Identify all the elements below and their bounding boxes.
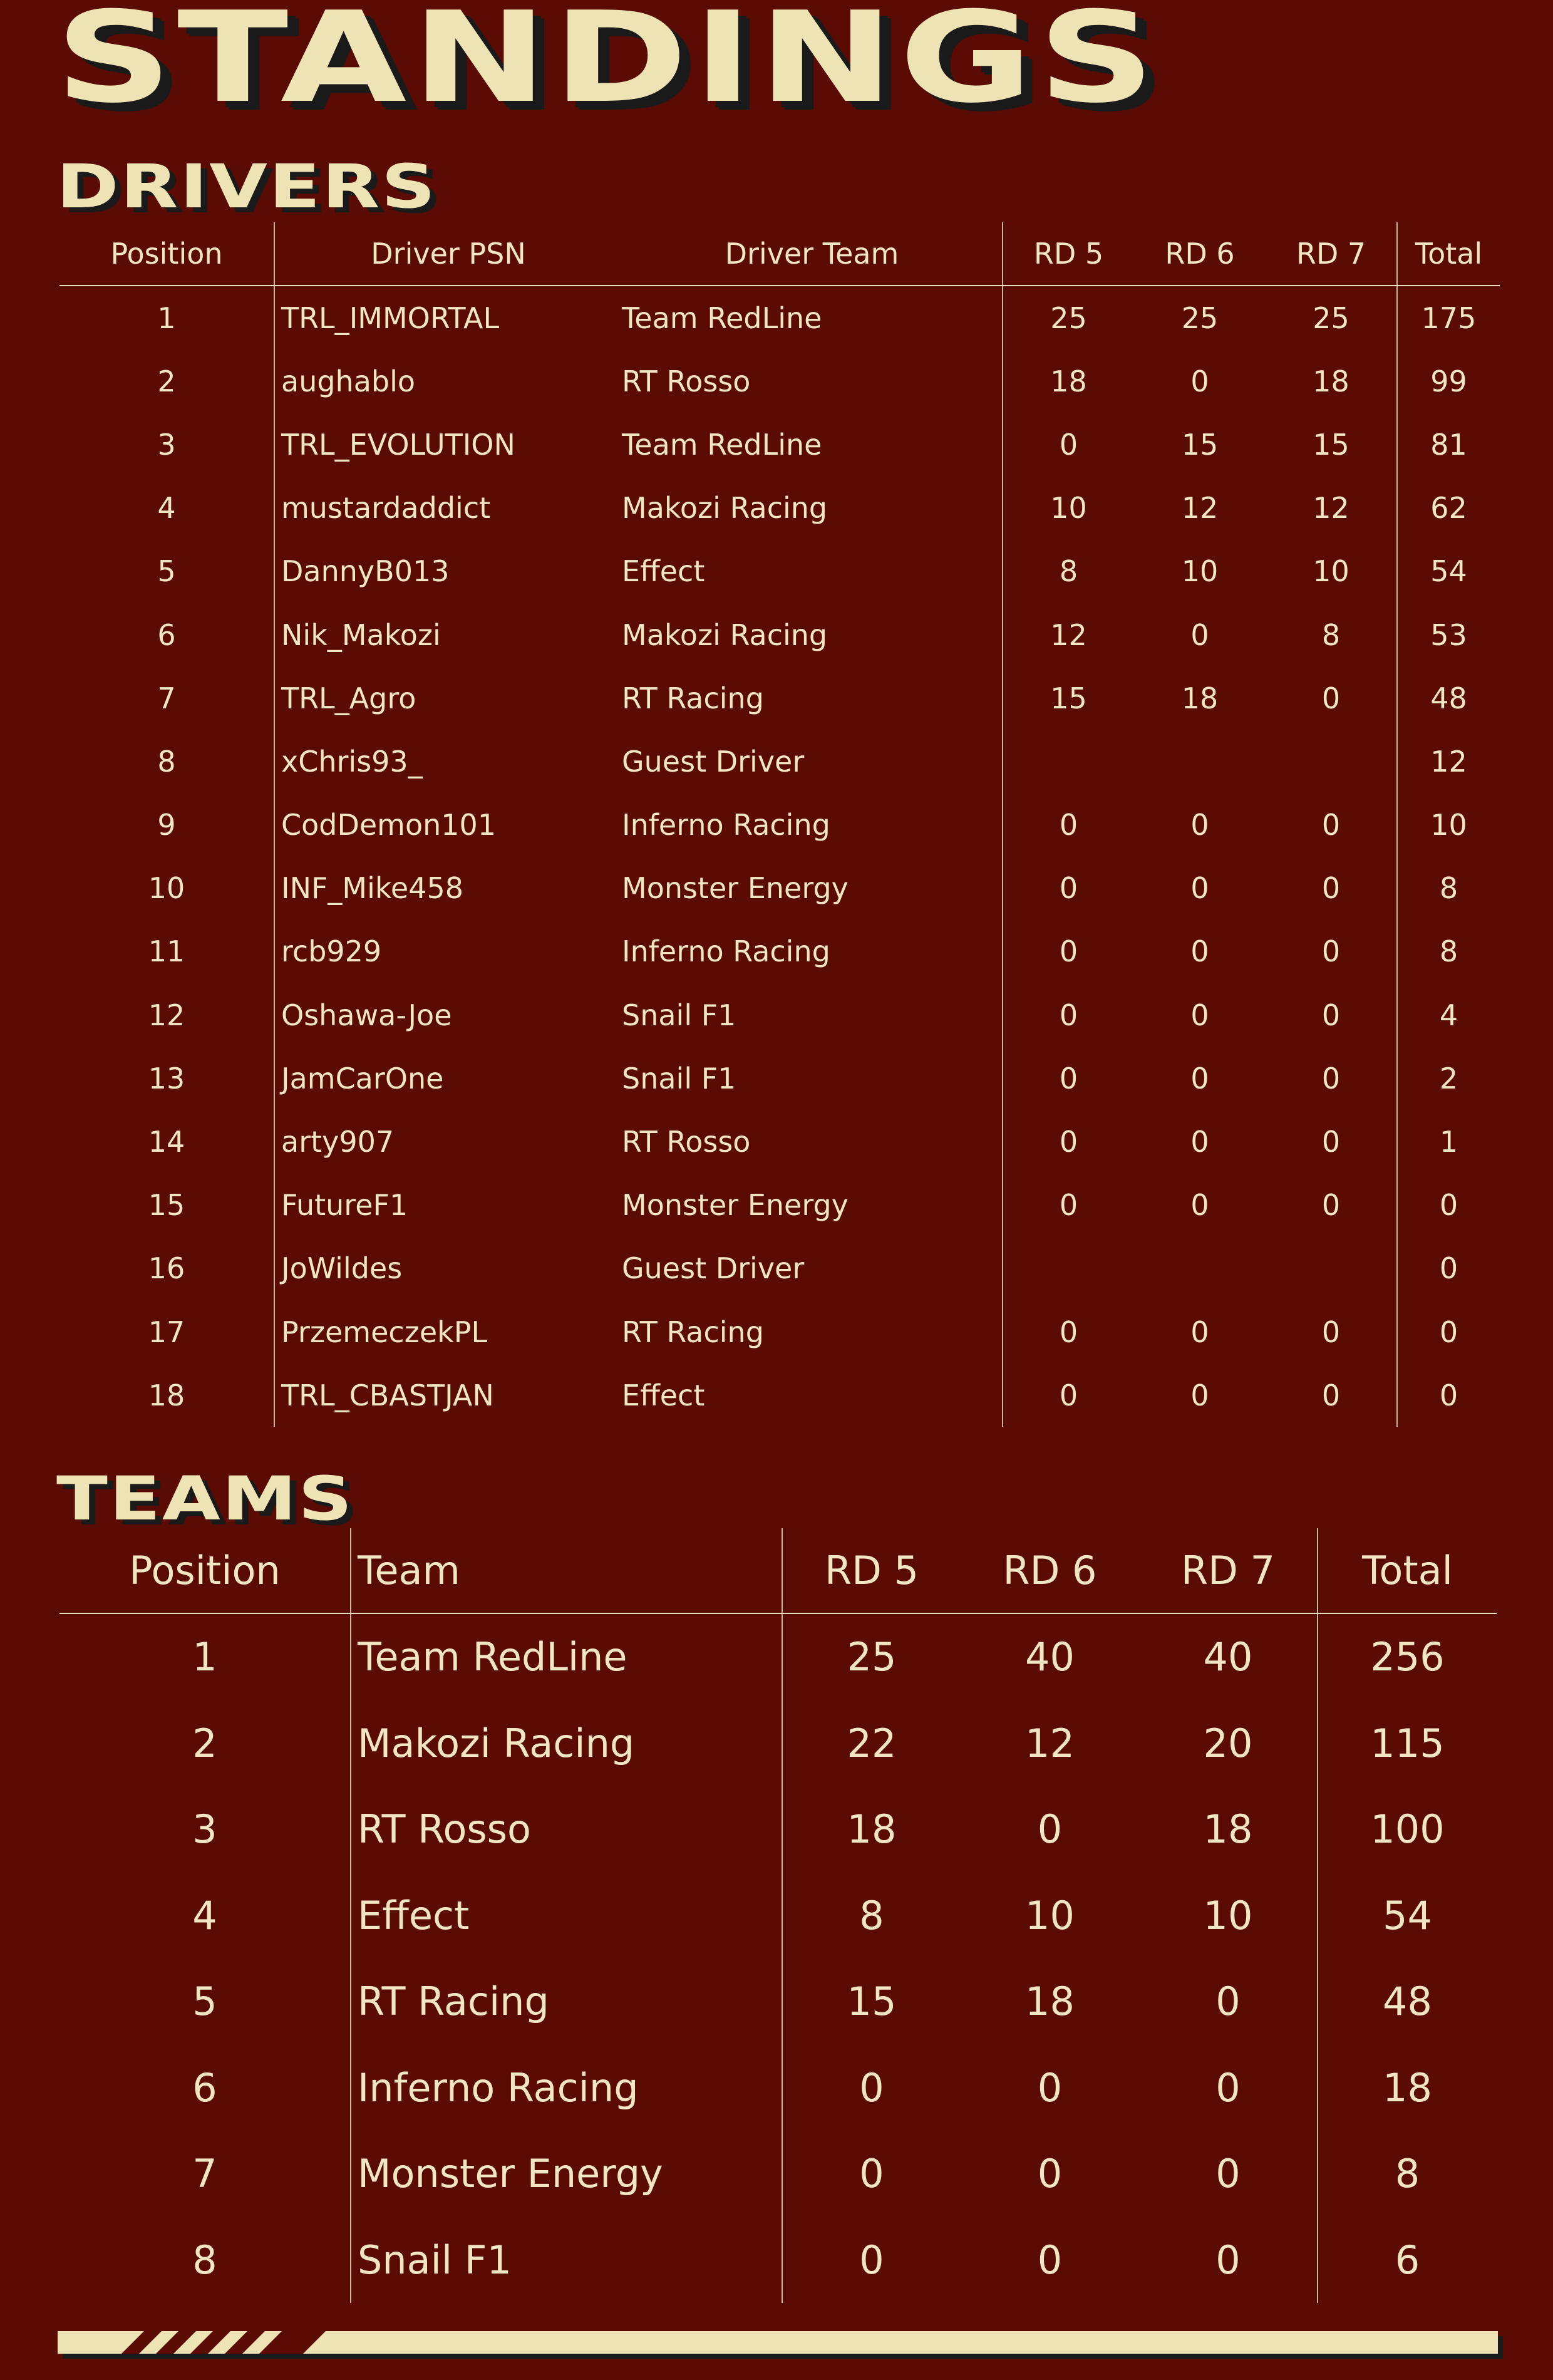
rd5-cell: 8	[1059, 554, 1078, 589]
total-cell: 8	[1439, 871, 1458, 906]
rd6-cell: 0	[1190, 364, 1209, 398]
driver-team-cell: Inferno Racing	[622, 794, 1003, 857]
driver-row	[59, 349, 1500, 413]
driver-team-cell: RT Rosso	[622, 1110, 1003, 1173]
teams-header-row	[59, 1528, 1497, 1613]
rd5-cell: 0	[859, 2151, 884, 2197]
position-cell: 5	[59, 540, 274, 603]
team-row	[59, 1958, 1497, 2045]
total-cell: 48	[1430, 681, 1467, 715]
position-cell: 10	[59, 857, 274, 920]
rd7-cell: 0	[1139, 2045, 1318, 2131]
rd5-cell: 0	[1059, 1188, 1078, 1223]
position-cell: 2	[59, 1700, 351, 1787]
driver-row	[59, 1174, 1500, 1237]
position-cell: 9	[59, 794, 274, 857]
driver-team-cell: RT Racing	[622, 666, 1003, 730]
driver-row	[59, 477, 1500, 540]
driver-team-cell: Snail F1	[622, 1047, 1003, 1110]
total-cell: 256	[1370, 1634, 1445, 1680]
rd6-cell: 40	[1025, 1634, 1075, 1680]
rd7-cell: 8	[1266, 603, 1397, 666]
rd5-cell: 0	[1059, 934, 1078, 969]
rd7-cell: 25	[1266, 286, 1397, 349]
teams-section-title: TEAMS	[56, 1464, 354, 1534]
rd7-cell: 0	[1139, 1958, 1318, 2045]
team-row	[59, 1786, 1497, 1873]
rd7-cell: 10	[1139, 1873, 1318, 1959]
position-cell: 2	[59, 349, 274, 413]
header-rd7: RD 7	[1139, 1528, 1318, 1613]
position-cell: 6	[59, 603, 274, 666]
rd6-cell: 0	[1190, 1125, 1209, 1159]
driver-team-cell: Makozi Racing	[622, 603, 1003, 666]
rd6-cell: 0	[1190, 1378, 1209, 1412]
rd5-cell: 0	[1059, 1315, 1078, 1349]
driver-team-cell: Guest Driver	[622, 730, 1003, 793]
driver-row	[59, 794, 1500, 857]
driver-psn-cell: TRL_EVOLUTION	[281, 427, 515, 462]
total-cell: 100	[1370, 1806, 1445, 1853]
position-cell: 13	[59, 1047, 274, 1110]
total-cell: 81	[1430, 427, 1467, 462]
position-cell: 8	[59, 2217, 351, 2304]
rd7-cell	[1266, 730, 1397, 793]
rd6-cell	[1134, 1237, 1266, 1300]
driver-team-cell: Snail F1	[622, 983, 1003, 1047]
driver-row	[59, 603, 1500, 666]
rd5-cell: 12	[1050, 618, 1087, 652]
header-rd6: RD 6	[1134, 222, 1266, 286]
rd7-cell: 0	[1139, 2131, 1318, 2217]
driver-team-cell: Inferno Racing	[622, 920, 1003, 983]
driver-psn-cell: TRL_IMMORTAL	[281, 301, 500, 335]
driver-row	[59, 1363, 1500, 1427]
rd6-cell: 25	[1181, 301, 1219, 335]
position-cell: 17	[59, 1300, 274, 1363]
rd7-cell: 0	[1266, 983, 1397, 1047]
total-cell: 6	[1395, 2237, 1420, 2283]
position-cell: 12	[59, 983, 274, 1047]
team-name-cell: RT Racing	[351, 1958, 782, 2045]
team-row	[59, 2131, 1497, 2217]
rd6-cell: 0	[1037, 1806, 1063, 1853]
team-name-cell: Monster Energy	[351, 2131, 782, 2217]
position-cell: 15	[59, 1174, 274, 1237]
total-cell: 8	[1439, 934, 1458, 969]
total-cell: 1	[1439, 1125, 1458, 1159]
driver-row	[59, 1047, 1500, 1110]
driver-row	[59, 286, 1500, 349]
driver-row	[59, 730, 1500, 793]
rd6-cell: 0	[1190, 1061, 1209, 1095]
total-cell: 62	[1430, 491, 1467, 525]
rd7-cell: 40	[1139, 1613, 1318, 1700]
rd6-cell: 10	[1025, 1892, 1075, 1938]
total-cell: 0	[1439, 1251, 1458, 1286]
driver-row	[59, 413, 1500, 476]
rd6-cell: 12	[1181, 491, 1219, 525]
rd7-cell	[1266, 1237, 1397, 1300]
position-cell: 3	[59, 1786, 351, 1873]
rd5-cell: 0	[1059, 1378, 1078, 1412]
driver-team-cell: Effect	[622, 1363, 1003, 1427]
driver-team-cell: Monster Energy	[622, 857, 1003, 920]
rd7-cell: 0	[1266, 1300, 1397, 1363]
rd7-cell: 15	[1266, 413, 1397, 476]
position-cell: 5	[59, 1958, 351, 2045]
header-driver-psn: Driver PSN	[274, 222, 622, 286]
rd6-cell: 0	[1037, 2237, 1063, 2283]
rd6-cell: 0	[1190, 934, 1209, 969]
driver-psn-cell: CodDemon101	[281, 808, 497, 842]
driver-team-cell: Monster Energy	[622, 1174, 1003, 1237]
driver-psn-cell: mustardaddict	[281, 491, 491, 525]
header-driver-team: Driver Team	[622, 222, 1003, 286]
page-title: STANDINGS	[55, 0, 1160, 131]
drivers-standings-table	[59, 222, 1500, 1427]
driver-row	[59, 920, 1500, 983]
rd5-cell: 8	[859, 1892, 884, 1938]
rd5-cell: 22	[847, 1720, 897, 1766]
rd6-cell: 0	[1037, 2064, 1063, 2111]
total-cell: 53	[1430, 618, 1467, 652]
rd6-cell: 18	[1181, 681, 1219, 715]
header-position: Position	[59, 1528, 351, 1613]
rd6-cell: 0	[1190, 808, 1209, 842]
header-rd5: RD 5	[782, 1528, 961, 1613]
driver-psn-cell: JamCarOne	[281, 1061, 444, 1095]
driver-row	[59, 1110, 1500, 1173]
position-cell: 1	[59, 286, 274, 349]
team-row	[59, 1700, 1497, 1787]
total-cell: 8	[1395, 2151, 1420, 2197]
total-cell: 115	[1370, 1720, 1445, 1766]
position-cell: 6	[59, 2045, 351, 2131]
driver-psn-cell: JoWildes	[281, 1251, 403, 1286]
total-cell: 99	[1430, 364, 1467, 398]
header-rd5: RD 5	[1003, 222, 1134, 286]
rd5-cell: 0	[1059, 998, 1078, 1032]
driver-psn-cell: xChris93_	[281, 744, 423, 779]
position-cell: 8	[59, 730, 274, 793]
rd7-cell: 18	[1139, 1786, 1318, 1873]
team-row	[59, 1613, 1497, 1700]
rd5-cell: 15	[1050, 681, 1087, 715]
rd5-cell: 18	[1050, 364, 1087, 398]
footer-stripe	[156, 2331, 196, 2354]
footer-stripe	[121, 2331, 162, 2354]
total-cell: 54	[1383, 1892, 1432, 1938]
total-cell: 0	[1439, 1188, 1458, 1223]
rd7-cell: 0	[1266, 666, 1397, 730]
rd6-cell: 0	[1190, 871, 1209, 906]
driver-row	[59, 857, 1500, 920]
rd5-cell: 10	[1050, 491, 1087, 525]
footer-stripe	[259, 2331, 326, 2354]
teams-standings-table	[59, 1528, 1497, 2303]
rd7-cell: 0	[1266, 1110, 1397, 1173]
total-cell: 48	[1383, 1979, 1432, 2025]
driver-psn-cell: TRL_Agro	[281, 681, 416, 715]
driver-row	[59, 666, 1500, 730]
driver-team-cell: RT Racing	[622, 1300, 1003, 1363]
footer-decorative-bar	[58, 2331, 1498, 2354]
position-cell: 1	[59, 1613, 351, 1700]
team-name-cell: RT Rosso	[351, 1786, 782, 1873]
driver-psn-cell: INF_Mike458	[281, 871, 464, 906]
total-cell: 0	[1439, 1378, 1458, 1412]
driver-team-cell: Guest Driver	[622, 1237, 1003, 1300]
total-cell: 2	[1439, 1061, 1458, 1095]
driver-psn-cell: DannyB013	[281, 554, 450, 589]
position-cell: 3	[59, 413, 274, 476]
header-position: Position	[59, 222, 274, 286]
driver-psn-cell: FutureF1	[281, 1188, 408, 1223]
team-row	[59, 2045, 1497, 2131]
rd5-cell: 0	[1059, 871, 1078, 906]
header-total: Total	[1318, 1528, 1497, 1613]
driver-psn-cell: arty907	[281, 1125, 395, 1159]
drivers-section-title: DRIVERS	[56, 152, 437, 222]
rd6-cell: 0	[1190, 618, 1209, 652]
driver-row	[59, 540, 1500, 603]
rd6-cell: 0	[1190, 998, 1209, 1032]
team-row	[59, 1873, 1497, 1959]
rd5-cell: 0	[859, 2237, 884, 2283]
footer-stripe	[225, 2331, 265, 2354]
position-cell: 11	[59, 920, 274, 983]
driver-team-cell: Team RedLine	[622, 286, 1003, 349]
driver-row	[59, 1237, 1500, 1300]
driver-psn-cell: rcb929	[281, 934, 382, 969]
header-team: Team	[351, 1528, 782, 1613]
drivers-header-row	[59, 222, 1500, 286]
driver-team-cell: RT Rosso	[622, 349, 1003, 413]
rd7-cell: 0	[1266, 794, 1397, 857]
total-cell: 18	[1383, 2064, 1432, 2111]
team-name-cell: Team RedLine	[351, 1613, 782, 1700]
rd6-cell: 18	[1025, 1979, 1075, 2025]
rd7-cell: 10	[1266, 540, 1397, 603]
rd5-cell: 0	[859, 2064, 884, 2111]
total-cell: 4	[1439, 998, 1458, 1032]
driver-psn-cell: Nik_Makozi	[281, 618, 441, 652]
position-cell: 4	[59, 1873, 351, 1959]
rd6-cell	[1134, 730, 1266, 793]
rd7-cell: 20	[1139, 1700, 1318, 1787]
driver-team-cell: Makozi Racing	[622, 477, 1003, 540]
team-name-cell: Inferno Racing	[351, 2045, 782, 2131]
driver-psn-cell: aughablo	[281, 364, 416, 398]
rd5-cell: 0	[1059, 427, 1078, 462]
rd5-cell	[1003, 730, 1134, 793]
rd7-cell: 0	[1266, 920, 1397, 983]
rd5-cell: 25	[847, 1634, 897, 1680]
position-cell: 4	[59, 477, 274, 540]
rd5-cell: 25	[1050, 301, 1087, 335]
position-cell: 18	[59, 1363, 274, 1427]
rd7-cell: 12	[1266, 477, 1397, 540]
driver-row	[59, 983, 1500, 1047]
driver-psn-cell: PrzemeczekPL	[281, 1315, 488, 1349]
rd5-cell: 15	[847, 1979, 897, 2025]
rd6-cell: 0	[1190, 1188, 1209, 1223]
total-cell: 175	[1421, 301, 1477, 335]
rd5-cell: 18	[847, 1806, 897, 1853]
driver-team-cell: Team RedLine	[622, 413, 1003, 476]
total-cell: 10	[1430, 808, 1467, 842]
rd5-cell: 0	[1059, 1061, 1078, 1095]
rd5-cell	[1003, 1237, 1134, 1300]
total-cell: 54	[1430, 554, 1467, 589]
total-cell: 0	[1439, 1315, 1458, 1349]
rd6-cell: 10	[1181, 554, 1219, 589]
team-name-cell: Snail F1	[351, 2217, 782, 2304]
position-cell: 7	[59, 2131, 351, 2217]
header-rd7: RD 7	[1266, 222, 1397, 286]
rd6-cell: 0	[1190, 1315, 1209, 1349]
rd7-cell: 0	[1139, 2217, 1318, 2304]
total-cell: 12	[1430, 744, 1467, 779]
position-cell: 16	[59, 1237, 274, 1300]
rd6-cell: 15	[1181, 427, 1219, 462]
position-cell: 14	[59, 1110, 274, 1173]
rd6-cell: 12	[1025, 1720, 1075, 1766]
team-row	[59, 2217, 1497, 2304]
rd7-cell: 0	[1266, 1174, 1397, 1237]
footer-stripe	[190, 2331, 230, 2354]
rd5-cell: 0	[1059, 808, 1078, 842]
driver-row	[59, 1300, 1500, 1363]
rd7-cell: 0	[1266, 857, 1397, 920]
team-name-cell: Makozi Racing	[351, 1700, 782, 1787]
driver-psn-cell: Oshawa-Joe	[281, 998, 452, 1032]
driver-team-cell: Effect	[622, 540, 1003, 603]
header-rd6: RD 6	[961, 1528, 1139, 1613]
driver-psn-cell: TRL_CBASTJAN	[281, 1378, 494, 1412]
team-name-cell: Effect	[351, 1873, 782, 1959]
rd6-cell: 0	[1037, 2151, 1063, 2197]
rd7-cell: 0	[1266, 1047, 1397, 1110]
rd7-cell: 0	[1266, 1363, 1397, 1427]
rd7-cell: 18	[1266, 349, 1397, 413]
position-cell: 7	[59, 666, 274, 730]
header-total: Total	[1397, 222, 1500, 286]
rd5-cell: 0	[1059, 1125, 1078, 1159]
